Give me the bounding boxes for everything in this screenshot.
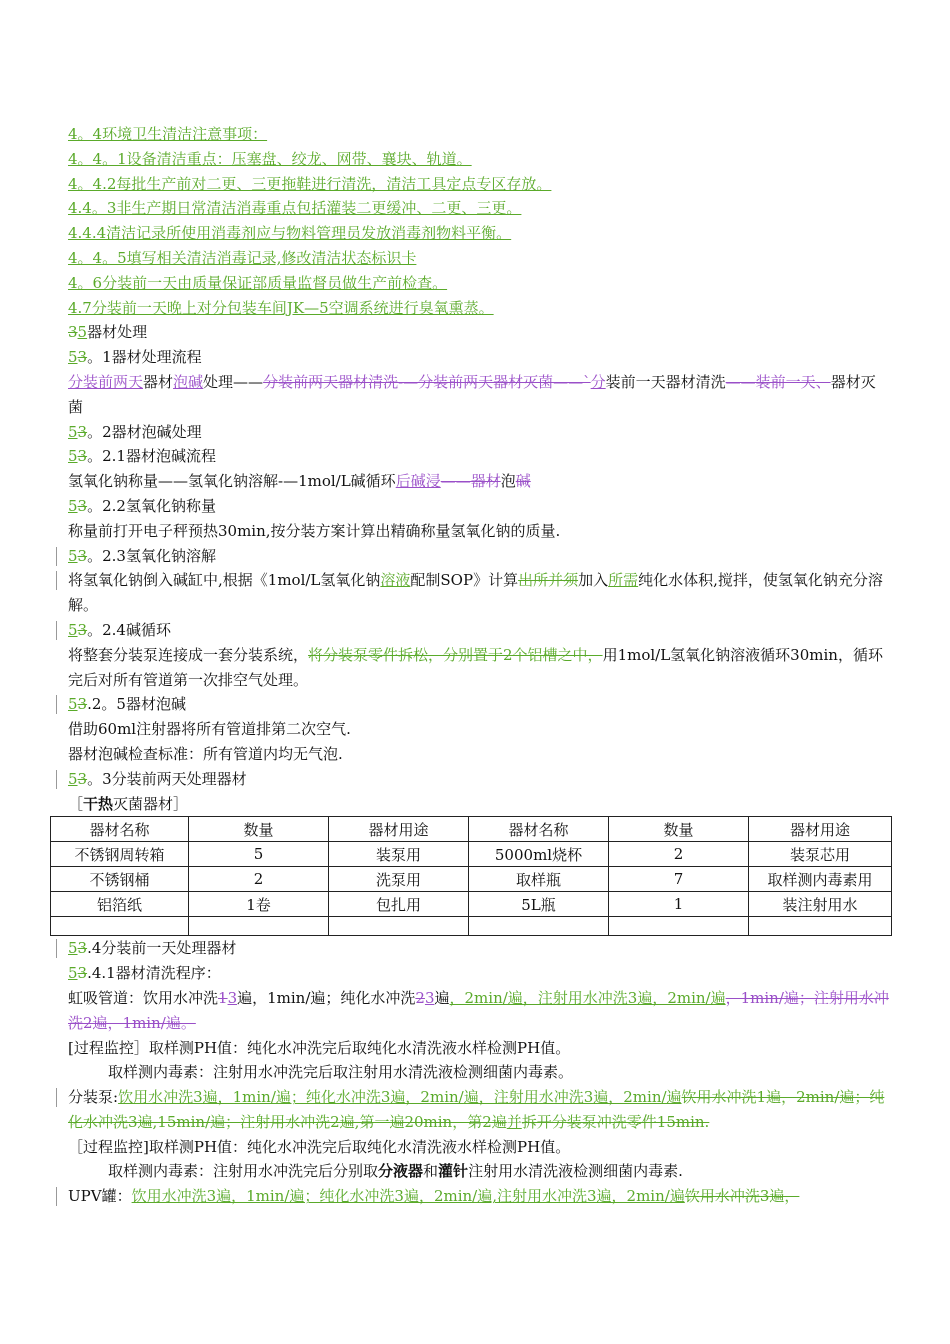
- section-5-heading: 35器材处理: [68, 323, 148, 342]
- table-row: [51, 867, 892, 892]
- section-5-3-heading: 53。3分装前两天处理器材: [68, 767, 890, 792]
- monitor-2: ［过程监控]取样测PH值：纯化水冲洗完后取纯化水清洗液水样检测PH值。: [68, 1137, 571, 1156]
- section-5-2-1-heading: 53。2.1器材泡碱流程: [68, 447, 216, 466]
- section-4-4-heading: 4。4环境卫生清洁注意事项：: [68, 125, 268, 143]
- table-row: [51, 917, 892, 936]
- table-cell: 1: [609, 892, 749, 917]
- change-bar: [56, 1088, 57, 1107]
- table-cell: 5000ml烧杯: [469, 842, 609, 867]
- section-5-2-heading: 53。2器材泡碱处理: [68, 422, 202, 441]
- table-header-cell: 器材用途: [329, 817, 469, 842]
- dry-heat-note: ［干热灭菌器材］: [68, 794, 189, 813]
- table-cell: 洗泵用: [329, 867, 469, 892]
- table-cell: 装泵用: [329, 842, 469, 867]
- table-cell: 包扎用: [329, 892, 469, 917]
- flow-paragraph: 分装前两天器材泡碱处理——分装前两天器材清洗-—分装前两天器材灭菌——`分装前一天器材清洗——装前一天、器材灭菌: [68, 372, 876, 416]
- change-bar: [56, 939, 57, 958]
- item-4-4-4: 4.4.4清洁记录所使用消毒剂应与物料管理员发放消毒剂物料平衡。: [68, 224, 512, 243]
- siphon-paragraph: 虹吸管道：饮用水冲洗13遍，1min/遍；纯化水冲洗23遍，2min/遍，注射用水冲洗3遍，2min/遍，1min/遍；注射用水冲洗2遍，1min/遍。: [68, 988, 889, 1032]
- table-cell: 装泵芯用: [749, 842, 892, 867]
- table-cell: [189, 917, 329, 936]
- change-bar: [56, 770, 57, 789]
- table-cell: 2: [189, 867, 329, 892]
- table-cell: [329, 917, 469, 936]
- soak-line-1: 借助60ml注射器将所有管道排第二次空气.: [68, 720, 351, 739]
- table-row: [51, 842, 892, 867]
- soak-line-2: 器材泡碱检查标准：所有管道内均无气泡.: [68, 744, 343, 763]
- table-header-cell: 器材用途: [749, 817, 892, 842]
- table-cell: 5L瓶: [469, 892, 609, 917]
- change-bar: [56, 695, 57, 714]
- table-header-cell: 器材名称: [51, 817, 189, 842]
- item-4-4-3: 4.4。3非生产期日常清洁消毒重点包括灌装二更缓冲、二更、三更。: [68, 199, 522, 218]
- monitor-2-endotoxin: 取样测内毒素：注射用水冲洗完后分别取分液器和灌针注射用水清洗液检测细菌内毒素.: [108, 1162, 683, 1181]
- table-cell: 不锈钢桶: [51, 867, 189, 892]
- document-page: [68, 122, 890, 1209]
- table-header-cell: 器材名称: [469, 817, 609, 842]
- circulate-paragraph: 将整套分装泵连接成一套分装系统，将分装泵零件拆松，分别置于2个铝槽之中，用1mol/L氢氧化钠溶液循环30min，循环完后对所有管道第一次排空气处理。: [68, 645, 883, 689]
- table-row: [51, 892, 892, 917]
- table-cell: 铝箔纸: [51, 892, 189, 917]
- change-bar: [56, 571, 57, 590]
- table-header-cell: 数量: [609, 817, 749, 842]
- table-cell: 1卷: [189, 892, 329, 917]
- weigh-paragraph: 称量前打开电子秤预热30min,按分装方案计算出精确称量氢氧化钠的质量.: [68, 521, 561, 540]
- table-header-row: [51, 817, 892, 842]
- item-4-4-1: 4。4。1设备清洁重点：压塞盘、绞龙、网带、襄块、轨道。: [68, 149, 472, 168]
- change-bar: [56, 621, 57, 640]
- table-cell: 7: [609, 867, 749, 892]
- table-cell: 取样测内毒素用: [749, 867, 892, 892]
- table-header-cell: 数量: [189, 817, 329, 842]
- item-4-4-2: 4。4.2每批生产前对二更、三更拖鞋进行清洗，清洁工具定点专区存放。: [68, 174, 552, 193]
- flow2-paragraph: 氢氧化钠称量——氢氧化钠溶解-—1mol/L碱循环后碱浸——器材泡碱: [68, 472, 531, 491]
- table-cell: 取样瓶: [469, 867, 609, 892]
- table-cell: [469, 917, 609, 936]
- table-cell: 不锈钢周转箱: [51, 842, 189, 867]
- item-4-7: 4.7分装前一天晚上对分包装车间JK—5空调系统进行臭氧熏蒸。: [68, 298, 494, 317]
- dissolve-paragraph: 将氢氧化钠倒入碱缸中,根据《1mol/L氢氧化钠溶液配制SOP》计算出所并须加入所需纯化水体积,搅拌，使氢氧化钠充分溶解。: [68, 568, 890, 618]
- table-cell: [749, 917, 892, 936]
- upv-paragraph: UPV罐：饮用水冲洗3遍，1min/遍；纯化水冲洗3遍，2min/遍,注射用水冲洗3遍，2min/遍饮用水冲洗3遍，: [68, 1184, 890, 1209]
- equipment-table: [50, 816, 892, 936]
- section-5-2-5-heading: 53.2。5器材泡碱: [68, 692, 890, 717]
- change-bar: [56, 1187, 57, 1206]
- monitor-1: [过程监控］取样测PH值：纯化水冲洗完后取纯化水清洗液水样检测PH值。: [68, 1038, 571, 1057]
- table-cell: 2: [609, 842, 749, 867]
- section-5-2-3-heading: 53。2.3氢氧化钠溶解: [68, 544, 890, 569]
- item-4-4-5: 4。4。5填写相关清洁消毒记录,修改清洁状态标识卡: [68, 248, 417, 267]
- table-cell: [609, 917, 749, 936]
- table-cell: 装注射用水: [749, 892, 892, 917]
- pump-paragraph: 分装泵:饮用水冲洗3遍，1min/遍；纯化水冲洗3遍，2min/遍，注射用水冲洗3遍，2min/遍饮用水冲洗1遍，2min/遍；纯化水冲洗3遍,15min/遍；注射用水冲洗2遍,第一遍20min，第2遍并拆开分装泵冲洗零件15min.: [68, 1085, 890, 1135]
- table-cell: 5: [189, 842, 329, 867]
- section-5-2-4-heading: 53。2.4碱循环: [68, 618, 890, 643]
- change-bar: [56, 547, 57, 566]
- section-5-2-2-heading: 53。2.2氢氧化钠称量: [68, 496, 216, 515]
- section-5-4-1-heading: 53.4.1器材清洗程序：: [68, 964, 221, 983]
- item-4-6: 4。6分装前一天由质量保证部质量监督员做生产前检查。: [68, 273, 448, 292]
- section-5-4-heading: 53.4分装前一天处理器材: [68, 936, 890, 961]
- table-cell: [51, 917, 189, 936]
- section-5-1-heading: 53。1器材处理流程: [68, 348, 202, 367]
- monitor-1-endotoxin: 取样测内毒素：注射用水冲洗完后取注射用水清洗液检测细菌内毒素。: [108, 1063, 574, 1082]
